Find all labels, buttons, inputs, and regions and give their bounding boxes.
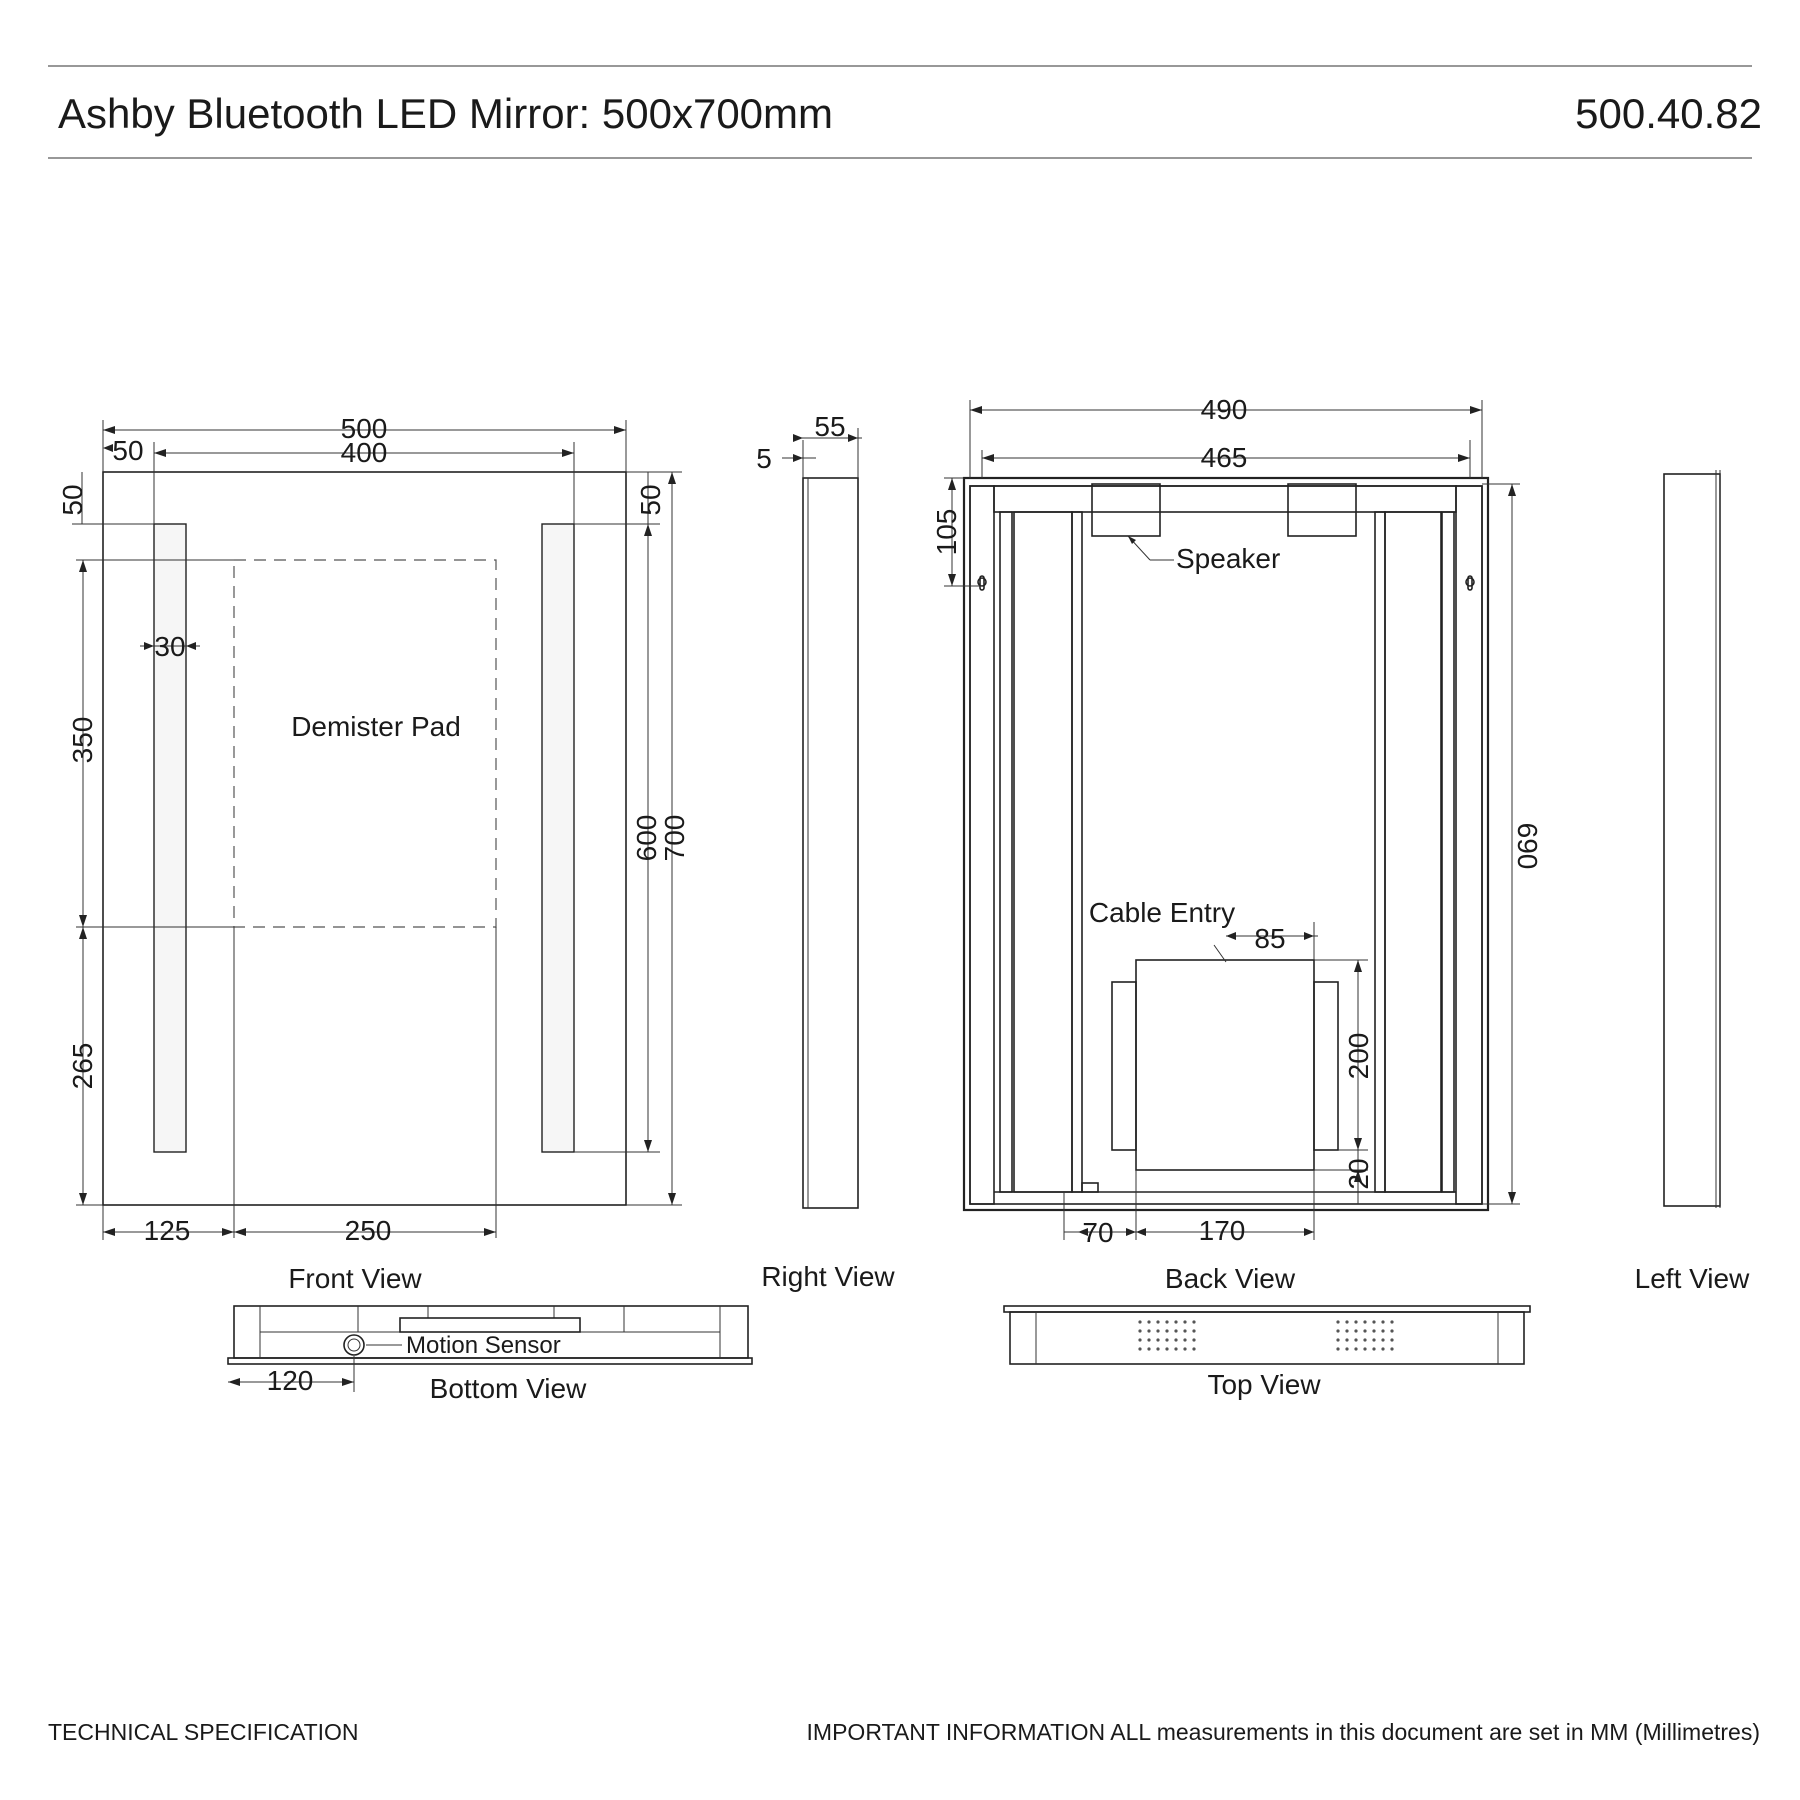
- footer-technical-spec: TECHNICAL SPECIFICATION: [48, 1719, 359, 1745]
- arrow: [1304, 1228, 1314, 1236]
- dim-back-height: 690: [1512, 822, 1543, 870]
- motion-sensor-label: Motion Sensor: [406, 1332, 561, 1359]
- grille-dot: [1381, 1329, 1384, 1332]
- arrow: [1226, 932, 1236, 940]
- dim-front-strip-height: 600: [631, 814, 662, 862]
- dim-front-strip-width: 30: [154, 631, 186, 662]
- product-code: 500.40.82: [1575, 90, 1762, 137]
- grille-dot: [1165, 1347, 1168, 1350]
- dim-back-box-height: 200: [1343, 1032, 1374, 1080]
- arrow: [1304, 932, 1314, 940]
- grille-dot: [1138, 1329, 1141, 1332]
- back-left-inner-column: [1014, 512, 1072, 1192]
- drawing-title: Ashby Bluetooth LED Mirror: 500x700mm: [58, 90, 834, 137]
- grille-dot: [1345, 1347, 1348, 1350]
- back-right-bracket: [1442, 512, 1454, 1192]
- front-led-strip-right: [542, 524, 574, 1152]
- grille-dot: [1174, 1347, 1177, 1350]
- grille-dot: [1156, 1338, 1159, 1341]
- arrow: [793, 434, 803, 442]
- grille-dot: [1354, 1320, 1357, 1323]
- grille-dot: [1165, 1338, 1168, 1341]
- grille-dot: [1390, 1347, 1393, 1350]
- grille-dot: [1174, 1329, 1177, 1332]
- bottom-view-label: Bottom View: [429, 1373, 587, 1404]
- speaker-left: [1092, 484, 1160, 536]
- control-box: [1136, 960, 1314, 1170]
- grille-dot: [1147, 1329, 1150, 1332]
- arrow: [103, 1228, 115, 1236]
- dim-front-width: 500: [340, 413, 388, 444]
- arrow: [1508, 484, 1516, 496]
- grille-dot: [1372, 1329, 1375, 1332]
- arrow: [79, 915, 87, 927]
- grille-dot: [1192, 1329, 1195, 1332]
- arrow: [144, 642, 154, 650]
- arrow: [79, 927, 87, 939]
- grille-dot: [1183, 1338, 1186, 1341]
- grille-dot: [1354, 1338, 1357, 1341]
- grille-dot: [1354, 1347, 1357, 1350]
- speaker-right: [1288, 484, 1356, 536]
- front-view-label: Front View: [288, 1263, 422, 1294]
- grille-dot: [1372, 1320, 1375, 1323]
- grille-dot: [1363, 1320, 1366, 1323]
- grille-dot: [1336, 1320, 1339, 1323]
- arrow: [228, 1378, 240, 1386]
- arrow: [79, 1193, 87, 1205]
- right-view: [756, 411, 895, 1292]
- grille-dot: [1345, 1338, 1348, 1341]
- dim-back-box-top: 85: [1254, 923, 1286, 954]
- grille-dot: [1156, 1329, 1159, 1332]
- dim-right-depth: 55: [814, 411, 846, 442]
- demister-pad-outline: [234, 560, 496, 927]
- grille-dot: [1183, 1329, 1186, 1332]
- bottom-slot: [400, 1318, 580, 1332]
- grille-dot: [1192, 1320, 1195, 1323]
- dim-front-height: 700: [659, 814, 690, 862]
- dim-front-demister-height: 350: [67, 716, 98, 764]
- grille-dot: [1390, 1329, 1393, 1332]
- back-panel: [970, 486, 1482, 1204]
- grille-dot: [1363, 1329, 1366, 1332]
- grille-dot: [1156, 1347, 1159, 1350]
- grille-dot: [1138, 1338, 1141, 1341]
- grille-dot: [1147, 1320, 1150, 1323]
- left-view-label: Left View: [1634, 1263, 1750, 1294]
- speaker-grille-right: [1336, 1320, 1393, 1350]
- grille-dot: [1156, 1320, 1159, 1323]
- dim-back-inner-width: 465: [1200, 442, 1248, 473]
- dim-back-width: 490: [1200, 394, 1248, 425]
- front-led-strip-left: [154, 524, 186, 1152]
- back-right-channel: [1375, 512, 1385, 1192]
- top-profile-body: [1010, 1312, 1524, 1364]
- arrow: [342, 1378, 354, 1386]
- grille-dot: [1363, 1347, 1366, 1350]
- keyhole-hanger-left: [978, 576, 986, 590]
- grille-dot: [1192, 1347, 1195, 1350]
- arrow: [948, 478, 956, 490]
- grille-dot: [1381, 1338, 1384, 1341]
- arrow: [562, 449, 574, 457]
- dim-back-box-left: 70: [1082, 1217, 1114, 1248]
- grille-dot: [1165, 1329, 1168, 1332]
- top-view-label: Top View: [1207, 1369, 1321, 1400]
- grille-dot: [1138, 1347, 1141, 1350]
- speaker-label: Speaker: [1176, 543, 1281, 574]
- motion-sensor-lens: [348, 1339, 360, 1351]
- grille-dot: [1354, 1329, 1357, 1332]
- right-view-label: Right View: [761, 1261, 895, 1292]
- bottom-view: [228, 1306, 752, 1404]
- grille-dot: [1174, 1338, 1177, 1341]
- dim-front-demister-width: 250: [344, 1215, 392, 1246]
- arrow: [793, 454, 803, 462]
- grille-dot: [1381, 1347, 1384, 1350]
- arrow: [1354, 1138, 1362, 1150]
- motion-sensor-icon: [344, 1335, 364, 1355]
- right-side-profile: [803, 478, 858, 1208]
- grille-dot: [1192, 1338, 1195, 1341]
- arrow: [1470, 406, 1482, 414]
- grille-dot: [1174, 1320, 1177, 1323]
- demister-pad-label: Demister Pad: [291, 711, 461, 742]
- grille-dot: [1336, 1329, 1339, 1332]
- grille-dot: [1345, 1329, 1348, 1332]
- back-left-channel: [1072, 512, 1082, 1192]
- dim-front-inner-width: 400: [340, 437, 388, 468]
- grille-dot: [1336, 1338, 1339, 1341]
- back-left-outer-column: [970, 486, 994, 1204]
- grille-dot: [1336, 1347, 1339, 1350]
- grille-dot: [1372, 1338, 1375, 1341]
- grille-dot: [1372, 1347, 1375, 1350]
- arrow: [614, 426, 626, 434]
- arrow: [668, 472, 676, 484]
- front-view: [57, 413, 690, 1294]
- keyhole-hanger-right: [1466, 576, 1474, 590]
- left-view: [1635, 470, 1750, 1294]
- dim-front-demister-bottom: 265: [67, 1042, 98, 1090]
- arrow: [1458, 454, 1470, 462]
- back-left-bracket: [1000, 512, 1012, 1192]
- dim-right-glass: 5: [756, 443, 772, 474]
- cable-entry-port: [1082, 1183, 1098, 1192]
- back-outer-frame: [964, 478, 1488, 1210]
- grille-dot: [1165, 1320, 1168, 1323]
- arrow: [1136, 1228, 1146, 1236]
- arrow: [644, 1140, 652, 1152]
- grille-dot: [1183, 1347, 1186, 1350]
- grille-dot: [1390, 1338, 1393, 1341]
- arrow: [1126, 1228, 1136, 1236]
- back-view-label: Back View: [1164, 1263, 1296, 1294]
- arrow: [982, 454, 994, 462]
- dim-back-hanger-offset: 105: [931, 508, 962, 556]
- grille-dot: [1363, 1338, 1366, 1341]
- grille-dot: [1183, 1320, 1186, 1323]
- grille-dot: [1138, 1320, 1141, 1323]
- arrow: [644, 524, 652, 536]
- arrow: [484, 1228, 496, 1236]
- dim-front-side-margin: 50: [112, 435, 144, 466]
- dim-front-demister-offset: 125: [143, 1215, 191, 1246]
- top-view: [1004, 1306, 1530, 1400]
- grille-dot: [1381, 1320, 1384, 1323]
- arrow: [222, 1228, 234, 1236]
- arrow: [234, 1228, 246, 1236]
- dim-back-box-bottom: 20: [1343, 1158, 1374, 1190]
- arrow: [186, 642, 196, 650]
- arrow: [1508, 1192, 1516, 1204]
- dim-front-top-margin-left: 50: [57, 484, 88, 516]
- arrow: [848, 434, 858, 442]
- grille-dot: [1390, 1320, 1393, 1323]
- back-view: [931, 394, 1543, 1294]
- arrow: [948, 574, 956, 586]
- back-right-outer-column: [1456, 486, 1482, 1204]
- dim-front-top-margin-right: 50: [635, 484, 666, 516]
- arrow: [1354, 960, 1362, 972]
- back-top-rail: [994, 486, 1456, 512]
- speaker-grille-left: [1138, 1320, 1195, 1350]
- grille-dot: [1147, 1338, 1150, 1341]
- back-right-inner-column: [1385, 512, 1441, 1192]
- dim-bottom-sensor-offset: 120: [266, 1365, 314, 1396]
- cable-entry-label: Cable Entry: [1088, 897, 1236, 928]
- control-box-right-flange: [1314, 982, 1338, 1150]
- left-side-profile: [1664, 474, 1720, 1206]
- arrow: [668, 1193, 676, 1205]
- top-profile-cap: [1004, 1306, 1530, 1312]
- arrow: [154, 449, 166, 457]
- dim-back-box-width: 170: [1198, 1215, 1246, 1246]
- control-box-left-flange: [1112, 982, 1136, 1150]
- grille-dot: [1345, 1320, 1348, 1323]
- footer-important-info: IMPORTANT INFORMATION ALL measurements in this document are set in MM (Millimetres): [806, 1719, 1760, 1745]
- arrow: [79, 560, 87, 572]
- arrow: [970, 406, 982, 414]
- arrow: [103, 426, 115, 434]
- grille-dot: [1147, 1347, 1150, 1350]
